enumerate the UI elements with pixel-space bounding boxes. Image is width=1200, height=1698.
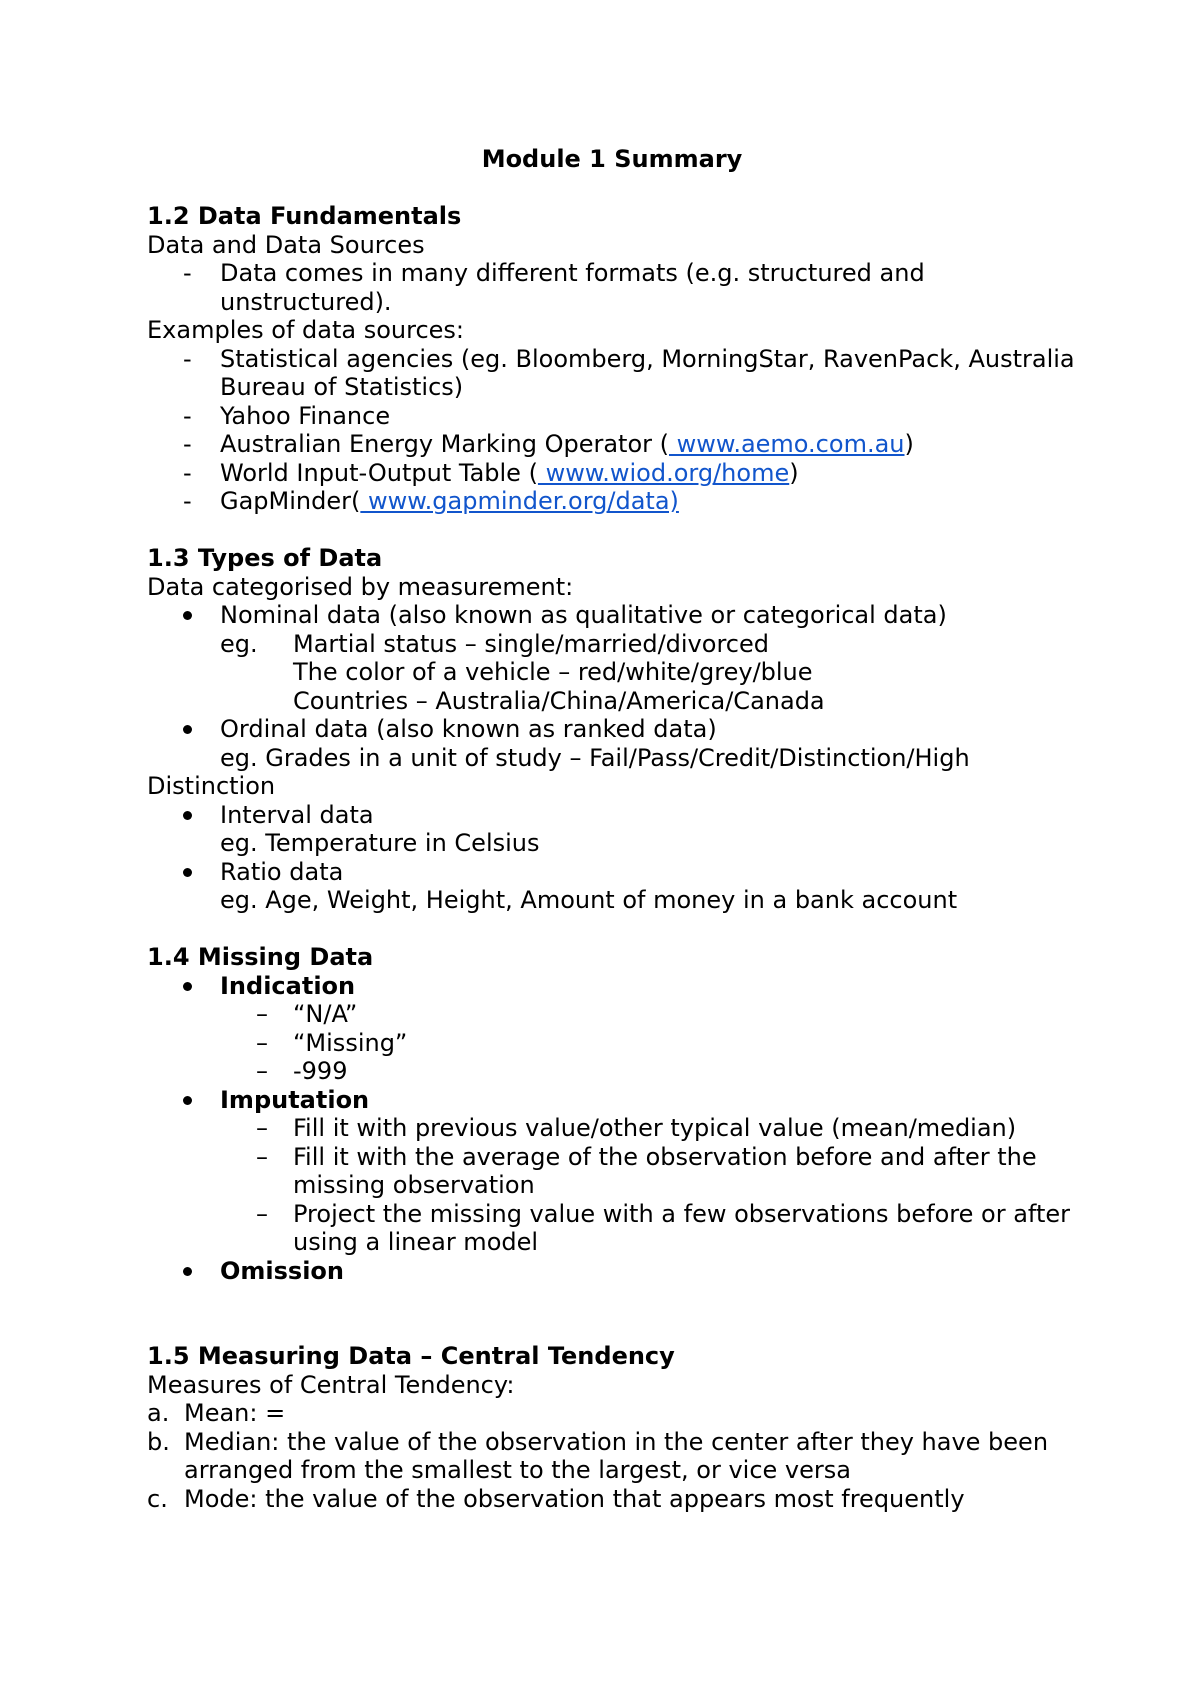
document-title: Module 1 Summary <box>481 145 743 173</box>
list-item <box>147 715 1077 744</box>
sub-list-item <box>147 1200 1077 1257</box>
list-item <box>147 801 1077 830</box>
spacer <box>147 915 1077 944</box>
list-item <box>147 487 1077 516</box>
list-item-text: Project the missing value with a few observations before or after using a linear model <box>293 1199 1070 1256</box>
letter-marker: a. <box>147 1399 170 1427</box>
bullet-icon <box>183 868 192 877</box>
list-item <box>147 345 1077 402</box>
spacer <box>147 1285 1077 1314</box>
dash-marker: - <box>183 458 192 487</box>
bullet-icon <box>183 982 192 991</box>
examples-label: Examples of data sources: <box>147 316 464 344</box>
example-line <box>147 630 1077 659</box>
list-item-text: “N/A” <box>293 1000 358 1028</box>
list-item <box>147 1399 1077 1428</box>
dash-marker: – <box>256 1199 268 1228</box>
list-item <box>147 1257 1077 1286</box>
list-item-text: Ordinal data (also known as ranked data) <box>220 715 717 743</box>
example-label: eg. <box>220 629 258 658</box>
list-item-text: Fill it with previous value/other typical value (mean/median) <box>293 1114 1017 1142</box>
list-item-text: World Input-Output Table ( <box>220 458 538 487</box>
list-item-text: Australian Energy Marking Operator ( <box>220 430 669 458</box>
dash-marker: – <box>256 1114 268 1142</box>
bullet-icon <box>183 1096 192 1105</box>
section-1-3-intro: Data categorised by measurement: <box>147 572 574 601</box>
list-item <box>147 858 1077 887</box>
bullet-icon <box>183 1267 192 1276</box>
list-item-text: Indication <box>220 971 356 1000</box>
section-1-2-subheading: Data and Data Sources <box>147 230 425 259</box>
list-item-text: Median: the value of the observation in the center after they have been arranged from the smallest to the largest, or vice versa <box>184 1427 1049 1484</box>
list-item-text: ) <box>789 458 799 487</box>
dash-marker: – <box>256 1000 268 1028</box>
list-item <box>147 972 1077 1001</box>
wiod-link[interactable]: www.wiod.org/home <box>537 458 790 487</box>
example-text: eg. Temperature in Celsius <box>220 829 540 857</box>
list-item <box>147 1086 1077 1115</box>
example-text: The color of a vehicle – red/white/grey/blue <box>293 658 813 686</box>
list-item <box>147 1485 1077 1514</box>
list-item-text: Omission <box>220 1256 345 1285</box>
list-item-text: Nominal data (also known as qualitative or categorical data) <box>220 601 947 629</box>
bullet-icon <box>183 725 192 734</box>
list-item-text: Ratio data <box>220 857 344 886</box>
list-item <box>147 259 1077 316</box>
example-text: Countries – Australia/China/America/Canada <box>293 686 825 715</box>
gapminder-link[interactable]: www.gapminder.org/data) <box>360 487 679 515</box>
list-item <box>147 430 1077 459</box>
section-1-4-heading: 1.4 Missing Data <box>147 943 374 971</box>
list-item-text: Data comes in many different formats (e.g. structured and unstructured). <box>220 259 925 316</box>
section-1-2-heading: 1.2 Data Fundamentals <box>147 202 462 230</box>
bullet-icon <box>183 811 192 820</box>
dash-marker: - <box>183 401 192 430</box>
example-text: Distinction <box>147 772 276 800</box>
dash-marker: - <box>183 259 192 287</box>
letter-marker: c. <box>147 1484 168 1513</box>
list-item-text: ) <box>904 430 914 458</box>
dash-marker: - <box>183 430 192 458</box>
section-1-3-heading: 1.3 Types of Data <box>147 544 383 572</box>
list-item <box>147 1428 1077 1485</box>
list-item-text: GapMinder( <box>220 487 361 515</box>
example-text: Martial status – single/married/divorced <box>293 629 769 658</box>
dash-marker: – <box>256 1057 268 1085</box>
sub-list-item <box>147 1000 1077 1029</box>
aemo-link[interactable]: www.aemo.com.au <box>669 430 905 458</box>
bullet-icon <box>183 611 192 620</box>
list-item-text: Mean: = <box>184 1399 286 1427</box>
spacer <box>147 516 1077 545</box>
list-item <box>147 601 1077 630</box>
list-item <box>147 459 1077 488</box>
example-text: eg. Grades in a unit of study – Fail/Pass/Credit/Distinction/High <box>220 743 970 772</box>
list-item-text: Mode: the value of the observation that appears most frequently <box>184 1484 965 1513</box>
list-item-text: Fill it with the average of the observation before and after the missing observation <box>293 1142 1037 1199</box>
dash-marker: - <box>183 487 192 515</box>
document-page <box>147 145 1077 1513</box>
list-item-text: Imputation <box>220 1085 370 1114</box>
letter-marker: b. <box>147 1427 170 1456</box>
list-item-text: -999 <box>293 1057 348 1085</box>
dash-marker: - <box>183 344 192 373</box>
sub-list-item <box>147 1143 1077 1200</box>
list-item-text: Interval data <box>220 800 374 829</box>
sub-list-item <box>147 1114 1077 1143</box>
dash-marker: – <box>256 1028 268 1057</box>
sub-list-item <box>147 1029 1077 1058</box>
sub-list-item <box>147 1057 1077 1086</box>
list-item-text: Yahoo Finance <box>220 401 391 430</box>
example-text: eg. Age, Weight, Height, Amount of money in a bank account <box>220 886 958 914</box>
list-item <box>147 402 1077 431</box>
spacer <box>147 174 1077 203</box>
dash-marker: – <box>256 1142 268 1171</box>
section-1-5-heading: 1.5 Measuring Data – Central Tendency <box>147 1342 675 1370</box>
spacer <box>147 1314 1077 1343</box>
section-1-5-intro: Measures of Central Tendency: <box>147 1370 515 1399</box>
list-item-text: “Missing” <box>293 1028 408 1057</box>
list-item-text: Statistical agencies (eg. Bloomberg, MorningStar, RavenPack, Australia Bureau of Statistics) <box>220 344 1075 401</box>
